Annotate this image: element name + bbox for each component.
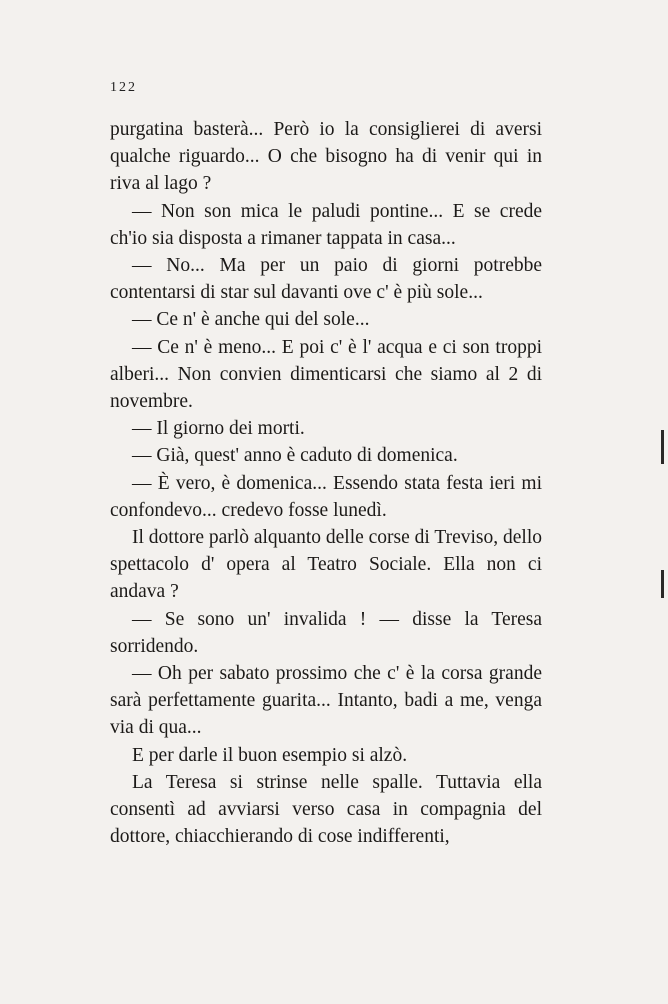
page-number: 122 [110, 80, 137, 95]
paragraph: — Il giorno dei morti. [132, 418, 305, 440]
paragraph: — Già, quest' anno è caduto di domenica. [132, 445, 458, 467]
paragraph: — Se sono un' invalida ! — disse la Teresa sorridendo. [110, 608, 542, 657]
paragraph: Il dottore parlò alquanto delle corse di Treviso, dello spettacolo d' opera al Teatro Sociale. Ella non ci andava ? [110, 527, 542, 603]
scan-edge-mark [661, 570, 664, 598]
paragraph: La Teresa si strinse nelle spalle. Tuttavia ella consentì ad avviarsi verso casa in compagnia del dottore, chiacchierando di cose indifferenti, [110, 771, 542, 848]
paragraph: — Ce n' è anche qui del sole... [132, 309, 370, 331]
paragraph: — È vero, è domenica... Essendo stata festa ieri mi confondevo... credevo fosse lunedì. [110, 472, 542, 521]
paragraph: E per darle il buon esempio si alzò. [132, 744, 408, 766]
paragraph: — Ce n' è meno... E poi c' è l' acqua e ci son troppi alberi... Non convien dimenticarsi che siamo al 2 di novembre. [110, 336, 542, 413]
paragraph: — Non son mica le paludi pontine... E se crede ch'io sia disposta a rimaner tappata in casa... [110, 200, 542, 249]
body-text [110, 116, 542, 850]
paragraph: purgatina basterà... Però io la consiglierei di aversi qualche riguardo... O che bisogno ha di venir qui in riva al lago ? [110, 119, 542, 195]
paragraph: — Oh per sabato prossimo che c' è la corsa grande sarà perfettamente guarita... Intanto, badi a me, venga via di qua... [110, 663, 542, 739]
scan-edge-mark [661, 430, 664, 464]
paragraph: — No... Ma per un paio di giorni potrebbe contentarsi di star sul davanti ove c' è più sole... [110, 255, 542, 304]
